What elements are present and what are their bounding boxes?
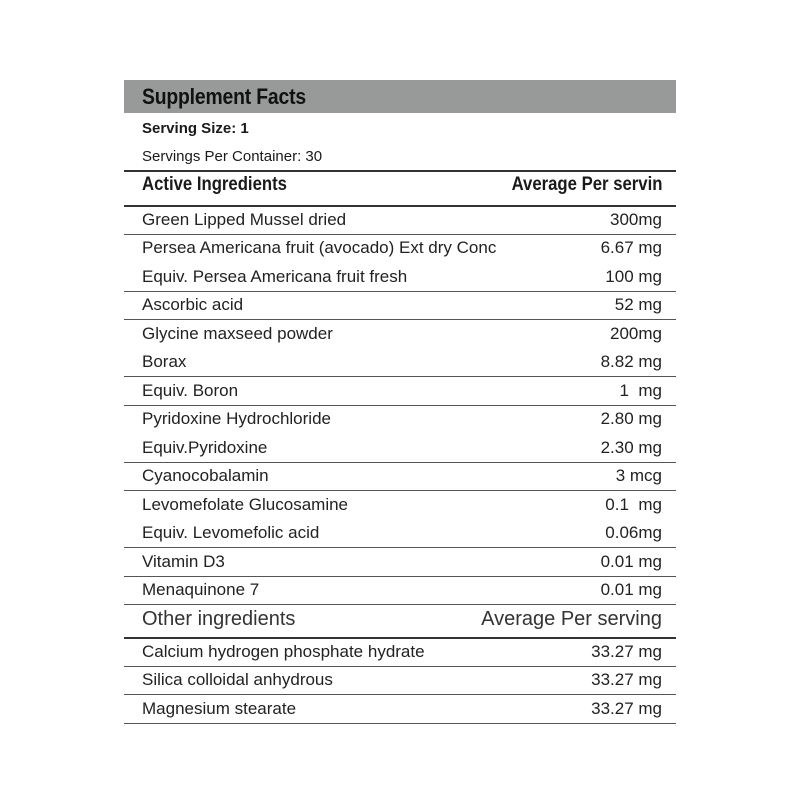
- row-divider: [124, 405, 676, 406]
- row-divider: [124, 666, 676, 667]
- ingredient-row: [142, 295, 662, 315]
- ingredient-name: Cyanocobalamin: [142, 466, 269, 485]
- other-ingredients-header-label: Other ingredients: [142, 608, 296, 630]
- ingredient-row: [142, 523, 662, 543]
- ingredient-amount: 300mg: [610, 209, 662, 229]
- ingredient-row: [142, 238, 662, 258]
- ingredient-amount: 6.67 mg: [600, 238, 662, 257]
- ingredient-name: Persea Americana fruit (avocado) Ext dry Conc: [142, 238, 497, 257]
- ingredient-name: Glycine maxseed powder: [142, 323, 333, 343]
- ingredient-name: Levomefolate Glucosamine: [142, 494, 349, 514]
- row-divider: [124, 694, 676, 695]
- ingredient-name: Magnesium stearate: [142, 698, 297, 718]
- ingredient-row: [142, 409, 662, 429]
- ingredient-amount: 8.82 mg: [600, 352, 662, 371]
- ingredient-name: Vitamin D3: [142, 551, 225, 571]
- ingredient-amount: 33.27 mg: [591, 670, 662, 689]
- ingredient-row: [142, 495, 662, 515]
- row-divider: [124, 547, 676, 548]
- row-divider: [124, 576, 676, 577]
- ingredient-row: [142, 267, 662, 287]
- ingredient-row: [142, 642, 662, 662]
- panel-title: Supplement Facts: [142, 83, 306, 109]
- ingredient-name: Equiv. Persea Americana fruit fresh: [142, 266, 408, 286]
- servings-per-container: Servings Per Container: 30: [142, 148, 323, 165]
- row-divider: [124, 604, 676, 605]
- ingredient-name: Equiv.Pyridoxine: [142, 437, 268, 457]
- row-divider: [124, 462, 676, 463]
- other-ingredients-header-amount: Average Per serving: [481, 608, 662, 630]
- ingredient-row: [142, 466, 662, 486]
- row-divider: [124, 490, 676, 491]
- ingredient-row: [142, 699, 662, 719]
- ingredient-row: [142, 552, 662, 572]
- header-top-rule: [124, 170, 676, 172]
- ingredient-name: Ascorbic acid: [142, 295, 244, 314]
- ingredient-row: [142, 670, 662, 690]
- ingredient-amount: 33.27 mg: [591, 641, 662, 661]
- row-divider: [124, 234, 676, 235]
- other-ingredients-header: [142, 608, 662, 631]
- ingredient-amount: 2.30 mg: [600, 437, 662, 457]
- ingredient-row: [142, 352, 662, 372]
- ingredient-amount: 200mg: [610, 323, 662, 343]
- ingredient-name: Calcium hydrogen phosphate hydrate: [142, 641, 425, 661]
- row-divider: [124, 723, 676, 724]
- other-header-rule: [124, 637, 676, 639]
- serving-size: Serving Size: 1: [142, 120, 249, 137]
- ingredient-amount: 0.06mg: [605, 523, 662, 542]
- ingredient-amount: 0.01 mg: [600, 551, 662, 571]
- ingredient-row: [142, 324, 662, 344]
- ingredient-name: Pyridoxine Hydrochloride: [142, 409, 331, 428]
- title-bar: [124, 80, 676, 113]
- ingredient-amount: 3 mcg: [615, 466, 662, 485]
- ingredient-name: Borax: [142, 352, 187, 371]
- ingredient-row: [142, 381, 662, 401]
- ingredient-row: [142, 580, 662, 600]
- ingredient-amount: 0.1 mg: [605, 494, 662, 514]
- ingredient-amount: 0.01 mg: [600, 580, 662, 599]
- ingredient-name: Green Lipped Mussel dried: [142, 209, 347, 229]
- row-divider: [124, 376, 676, 377]
- ingredient-row: [142, 438, 662, 458]
- ingredient-amount: 1 mg: [619, 380, 662, 400]
- active-ingredients-header-label: Active Ingredients: [142, 174, 287, 195]
- ingredient-amount: 33.27 mg: [591, 698, 662, 718]
- active-ingredients-header: [142, 174, 662, 196]
- row-divider: [124, 291, 676, 292]
- active-header-rule: [124, 205, 676, 207]
- supplement-facts-panel: [124, 80, 676, 718]
- ingredient-amount: 52 mg: [614, 295, 662, 314]
- ingredient-name: Menaquinone 7: [142, 580, 260, 599]
- row-divider: [124, 319, 676, 320]
- ingredient-amount: 2.80 mg: [600, 409, 662, 428]
- ingredient-name: Equiv. Levomefolic acid: [142, 523, 320, 542]
- ingredient-name: Silica colloidal anhydrous: [142, 670, 333, 689]
- ingredient-row: [142, 210, 662, 230]
- active-ingredients-header-amount: Average Per servin: [511, 174, 662, 195]
- ingredient-amount: 100 mg: [605, 266, 662, 286]
- ingredient-name: Equiv. Boron: [142, 380, 239, 400]
